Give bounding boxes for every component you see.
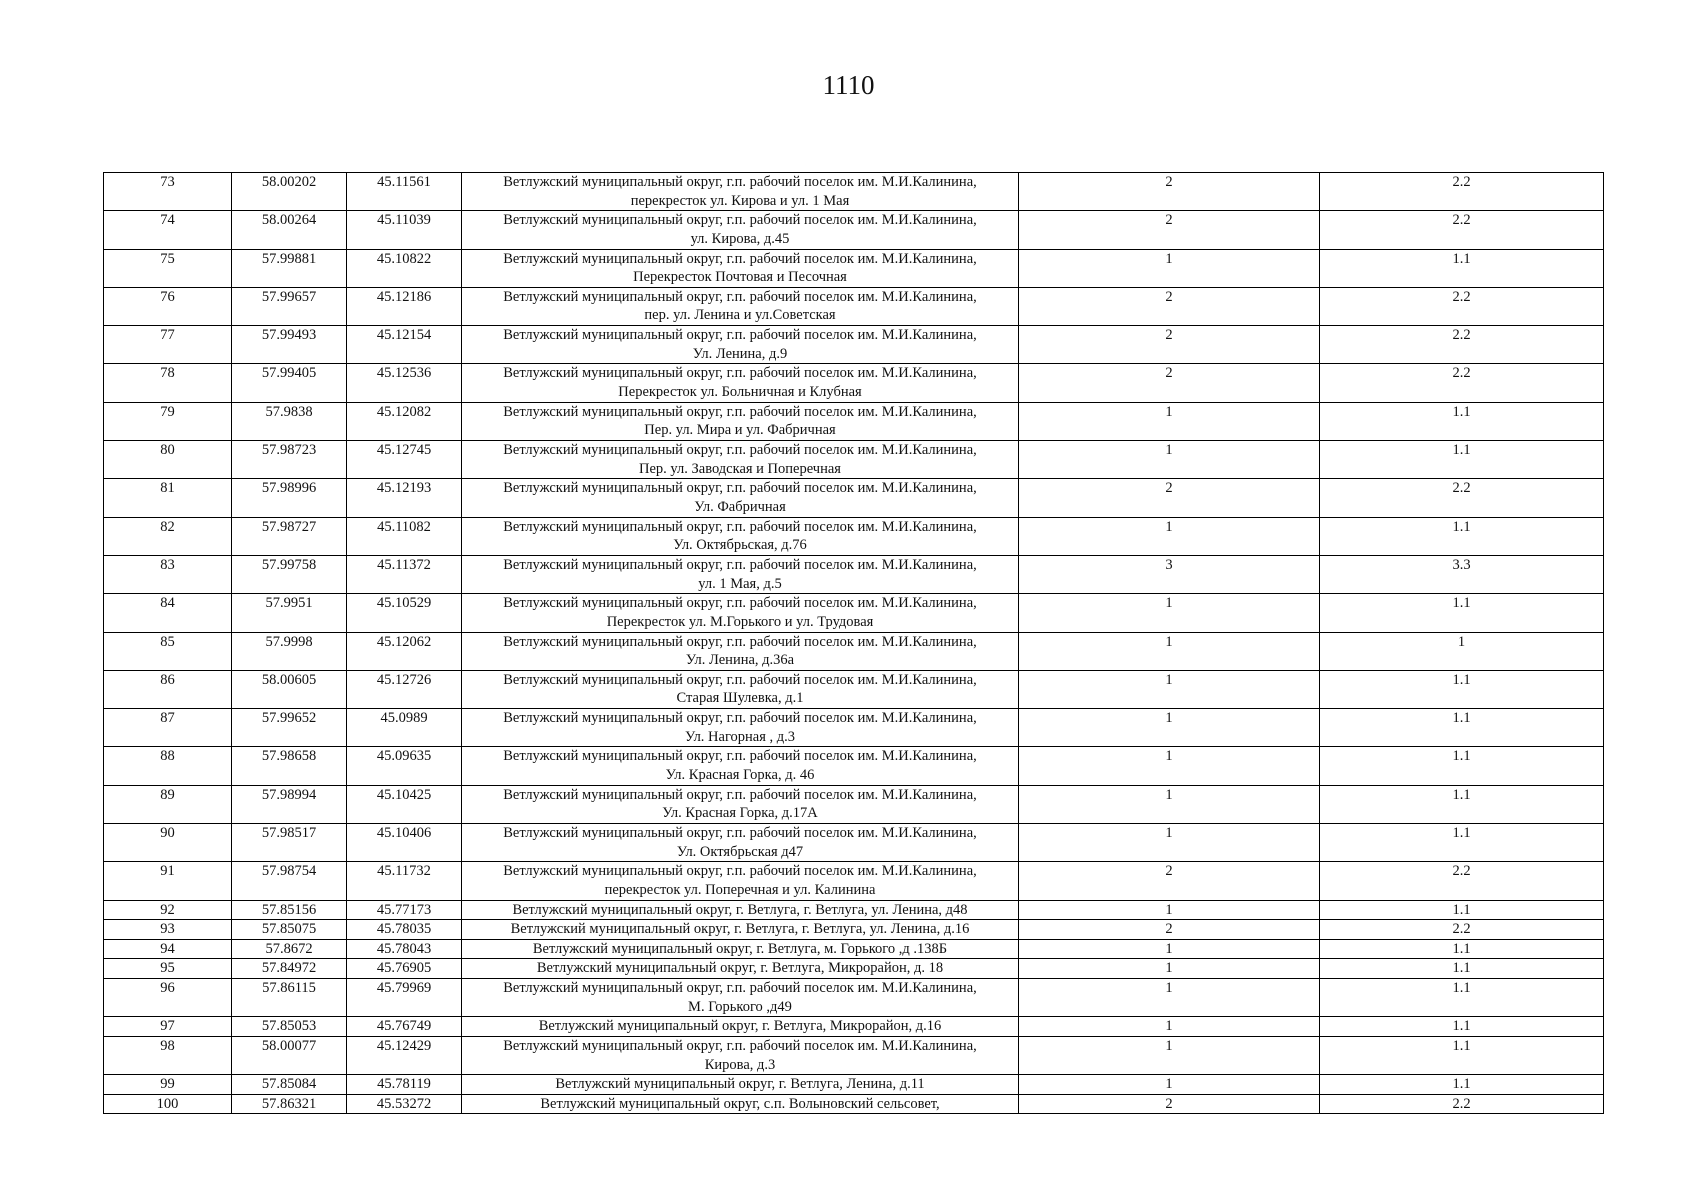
latitude-cell: 57.86321 <box>232 1094 347 1114</box>
address-line: Ветлужский муниципальный округ, г.п. рабочий поселок им. М.И.Калинина, <box>503 250 977 267</box>
volume-cell: 1.1 <box>1320 709 1604 747</box>
address-line: Пер. ул. Заводская и Поперечная <box>639 460 841 477</box>
row-number-cell: 82 <box>104 517 232 555</box>
row-number-cell: 79 <box>104 402 232 440</box>
latitude-cell: 57.85156 <box>232 900 347 920</box>
longitude-cell: 45.09635 <box>347 747 462 785</box>
table-row <box>104 402 1604 440</box>
volume-cell: 1.1 <box>1320 959 1604 979</box>
table-row <box>104 441 1604 479</box>
address-line: Ветлужский муниципальный округ, г.п. рабочий поселок им. М.И.Калинина, <box>503 365 977 382</box>
table-row <box>104 1017 1604 1037</box>
latitude-cell: 58.00264 <box>232 211 347 249</box>
volume-cell: 2.2 <box>1320 1094 1604 1114</box>
address-line: Ветлужский муниципальный округ, г. Ветлуга, Микрорайон, д.16 <box>538 1018 942 1035</box>
row-number-cell: 80 <box>104 441 232 479</box>
table-row <box>104 709 1604 747</box>
row-number-cell: 75 <box>104 249 232 287</box>
volume-cell: 2.2 <box>1320 920 1604 940</box>
row-number-cell: 93 <box>104 920 232 940</box>
address-line: Ул. Фабричная <box>694 498 786 515</box>
longitude-cell: 45.10425 <box>347 785 462 823</box>
address-cell <box>462 1017 1019 1037</box>
volume-cell: 2.2 <box>1320 211 1604 249</box>
row-number-cell: 97 <box>104 1017 232 1037</box>
longitude-cell: 45.53272 <box>347 1094 462 1114</box>
container-count-cell: 1 <box>1019 441 1320 479</box>
address-line: Ул. Красная Горка, д. 46 <box>665 767 815 784</box>
address-line: Ветлужский муниципальный округ, г.п. рабочий поселок им. М.И.Калинина, <box>503 633 977 650</box>
longitude-cell: 45.78043 <box>347 939 462 959</box>
address-line: Ул. Нагорная , д.3 <box>684 728 796 745</box>
address-line: Ветлужский муниципальный округ, с.п. Волыновский сельсовет, <box>540 1095 940 1112</box>
table-row <box>104 287 1604 325</box>
table-row <box>104 479 1604 517</box>
address-cell <box>462 287 1019 325</box>
container-count-cell: 1 <box>1019 670 1320 708</box>
address-cell <box>462 1075 1019 1095</box>
volume-cell: 2.2 <box>1320 287 1604 325</box>
longitude-cell: 45.12536 <box>347 364 462 402</box>
longitude-cell: 45.10529 <box>347 594 462 632</box>
row-number-cell: 85 <box>104 632 232 670</box>
address-cell <box>462 517 1019 555</box>
row-number-cell: 89 <box>104 785 232 823</box>
address-cell <box>462 402 1019 440</box>
volume-cell: 2.2 <box>1320 326 1604 364</box>
address-line: Ветлужский муниципальный округ, г. Ветлуга, г. Ветлуга, ул. Ленина, д48 <box>512 901 968 918</box>
address-line: Ветлужский муниципальный округ, г.п. рабочий поселок им. М.И.Калинина, <box>503 518 977 535</box>
volume-cell: 2.2 <box>1320 862 1604 900</box>
address-cell <box>462 709 1019 747</box>
address-line: Ветлужский муниципальный округ, г.п. рабочий поселок им. М.И.Калинина, <box>503 288 977 305</box>
container-count-cell: 1 <box>1019 979 1320 1017</box>
latitude-cell: 57.98754 <box>232 862 347 900</box>
table-row <box>104 1036 1604 1074</box>
volume-cell: 1.1 <box>1320 402 1604 440</box>
longitude-cell: 45.11039 <box>347 211 462 249</box>
address-line: Ветлужский муниципальный округ, г.п. рабочий поселок им. М.И.Калинина, <box>503 710 977 727</box>
address-line: Перекресток ул. М.Горького и ул. Трудовая <box>606 613 874 630</box>
address-line: Ветлужский муниципальный округ, г.п. рабочий поселок им. М.И.Калинина, <box>503 595 977 612</box>
longitude-cell: 45.12062 <box>347 632 462 670</box>
address-cell <box>462 959 1019 979</box>
latitude-cell: 57.84972 <box>232 959 347 979</box>
address-cell <box>462 479 1019 517</box>
table-row <box>104 862 1604 900</box>
table-row <box>104 824 1604 862</box>
address-line: Ветлужский муниципальный округ, г. Ветлуга, Микрорайон, д. 18 <box>536 960 944 977</box>
volume-cell: 1.1 <box>1320 249 1604 287</box>
container-count-cell: 1 <box>1019 1036 1320 1074</box>
address-cell <box>462 364 1019 402</box>
address-line: Ветлужский муниципальный округ, г.п. рабочий поселок им. М.И.Калинина, <box>503 212 977 229</box>
container-count-cell: 1 <box>1019 709 1320 747</box>
address-line: Ветлужский муниципальный округ, г.п. рабочий поселок им. М.И.Калинина, <box>503 556 977 573</box>
address-line: Ул. Ленина, д.9 <box>692 345 788 362</box>
container-count-cell: 1 <box>1019 824 1320 862</box>
table-row <box>104 211 1604 249</box>
latitude-cell: 57.85075 <box>232 920 347 940</box>
latitude-cell: 57.99657 <box>232 287 347 325</box>
address-cell <box>462 862 1019 900</box>
address-line: Пер. ул. Мира и ул. Фабричная <box>644 422 836 439</box>
volume-cell: 1.1 <box>1320 1036 1604 1074</box>
row-number-cell: 73 <box>104 173 232 211</box>
container-count-cell: 1 <box>1019 632 1320 670</box>
address-cell <box>462 1094 1019 1114</box>
row-number-cell: 84 <box>104 594 232 632</box>
table-row <box>104 670 1604 708</box>
container-count-cell: 1 <box>1019 1017 1320 1037</box>
table-row <box>104 1094 1604 1114</box>
address-line: Ул. Ленина, д.36а <box>685 652 795 669</box>
volume-cell: 1.1 <box>1320 670 1604 708</box>
address-line: М. Горького ,д49 <box>688 998 792 1015</box>
container-count-cell: 1 <box>1019 594 1320 632</box>
latitude-cell: 57.98727 <box>232 517 347 555</box>
row-number-cell: 77 <box>104 326 232 364</box>
address-line: ул. Кирова, д.45 <box>690 230 790 247</box>
table-row <box>104 555 1604 593</box>
latitude-cell: 58.00605 <box>232 670 347 708</box>
table-row <box>104 785 1604 823</box>
table-row <box>104 517 1604 555</box>
row-number-cell: 83 <box>104 555 232 593</box>
longitude-cell: 45.12154 <box>347 326 462 364</box>
container-count-cell: 2 <box>1019 364 1320 402</box>
volume-cell: 1.1 <box>1320 824 1604 862</box>
address-line: Ветлужский муниципальный округ, г.п. рабочий поселок им. М.И.Калинина, <box>503 403 977 420</box>
address-cell <box>462 979 1019 1017</box>
row-number-cell: 99 <box>104 1075 232 1095</box>
longitude-cell: 45.76749 <box>347 1017 462 1037</box>
latitude-cell: 57.99881 <box>232 249 347 287</box>
container-count-cell: 1 <box>1019 402 1320 440</box>
latitude-cell: 57.99652 <box>232 709 347 747</box>
longitude-cell: 45.78035 <box>347 920 462 940</box>
address-line: ул. 1 Мая, д.5 <box>698 575 782 592</box>
latitude-cell: 57.99405 <box>232 364 347 402</box>
address-line: Ветлужский муниципальный округ, г.п. рабочий поселок им. М.И.Калинина, <box>503 327 977 344</box>
table-row <box>104 920 1604 940</box>
address-line: Ветлужский муниципальный округ, г.п. рабочий поселок им. М.И.Калинина, <box>503 1037 977 1054</box>
latitude-cell: 57.9998 <box>232 632 347 670</box>
data-table <box>103 172 1604 1114</box>
latitude-cell: 57.9951 <box>232 594 347 632</box>
container-count-cell: 1 <box>1019 517 1320 555</box>
address-line: Кирова, д.3 <box>704 1056 776 1073</box>
longitude-cell: 45.76905 <box>347 959 462 979</box>
volume-cell: 1.1 <box>1320 594 1604 632</box>
address-line: перекресток ул. Кирова и ул. 1 Мая <box>630 192 850 209</box>
latitude-cell: 57.85053 <box>232 1017 347 1037</box>
table-row <box>104 326 1604 364</box>
volume-cell: 1.1 <box>1320 939 1604 959</box>
volume-cell: 1.1 <box>1320 979 1604 1017</box>
latitude-cell: 57.9838 <box>232 402 347 440</box>
container-count-cell: 1 <box>1019 939 1320 959</box>
table-row <box>104 1075 1604 1095</box>
longitude-cell: 45.11372 <box>347 555 462 593</box>
container-count-cell: 2 <box>1019 479 1320 517</box>
address-cell <box>462 785 1019 823</box>
address-line: Ветлужский муниципальный округ, г.п. рабочий поселок им. М.И.Калинина, <box>503 671 977 688</box>
address-line: Ветлужский муниципальный округ, г. Ветлуга, м. Горького ,д .138Б <box>532 940 948 957</box>
table-row <box>104 594 1604 632</box>
address-cell <box>462 555 1019 593</box>
table-row <box>104 364 1604 402</box>
latitude-cell: 57.8672 <box>232 939 347 959</box>
container-count-cell: 2 <box>1019 287 1320 325</box>
address-cell <box>462 173 1019 211</box>
address-line: Ветлужский муниципальный округ, г.п. рабочий поселок им. М.И.Калинина, <box>503 174 977 190</box>
address-cell <box>462 900 1019 920</box>
container-count-cell: 2 <box>1019 920 1320 940</box>
volume-cell: 1.1 <box>1320 1075 1604 1095</box>
address-cell <box>462 1036 1019 1074</box>
longitude-cell: 45.10406 <box>347 824 462 862</box>
address-line: Ул. Красная Горка, д.17А <box>662 805 818 822</box>
row-number-cell: 76 <box>104 287 232 325</box>
table-body <box>104 173 1604 1114</box>
volume-cell: 1.1 <box>1320 747 1604 785</box>
container-count-cell: 2 <box>1019 211 1320 249</box>
latitude-cell: 57.98996 <box>232 479 347 517</box>
row-number-cell: 91 <box>104 862 232 900</box>
container-count-cell: 1 <box>1019 747 1320 785</box>
row-number-cell: 81 <box>104 479 232 517</box>
address-line: Ветлужский муниципальный округ, г.п. рабочий поселок им. М.И.Калинина, <box>503 863 977 880</box>
address-cell <box>462 632 1019 670</box>
longitude-cell: 45.11082 <box>347 517 462 555</box>
container-count-cell: 1 <box>1019 249 1320 287</box>
longitude-cell: 45.12726 <box>347 670 462 708</box>
table-row <box>104 632 1604 670</box>
table-row <box>104 249 1604 287</box>
longitude-cell: 45.12429 <box>347 1036 462 1074</box>
page-number: 1110 <box>822 70 875 100</box>
volume-cell: 3.3 <box>1320 555 1604 593</box>
longitude-cell: 45.77173 <box>347 900 462 920</box>
address-cell <box>462 211 1019 249</box>
longitude-cell: 45.12193 <box>347 479 462 517</box>
address-line: Ветлужский муниципальный округ, г.п. рабочий поселок им. М.И.Калинина, <box>503 442 977 459</box>
address-line: перекресток ул. Поперечная и ул. Калинина <box>604 881 876 898</box>
address-line: Ветлужский муниципальный округ, г.п. рабочий поселок им. М.И.Калинина, <box>503 748 977 765</box>
row-number-cell: 90 <box>104 824 232 862</box>
address-line: Перекресток Почтовая и Песочная <box>633 269 847 286</box>
address-line: Ветлужский муниципальный округ, г.п. рабочий поселок им. М.И.Калинина, <box>503 480 977 497</box>
table-row <box>104 979 1604 1017</box>
longitude-cell: 45.0989 <box>347 709 462 747</box>
volume-cell: 2.2 <box>1320 173 1604 211</box>
longitude-cell: 45.11561 <box>347 173 462 211</box>
volume-cell: 1.1 <box>1320 900 1604 920</box>
volume-cell: 1.1 <box>1320 517 1604 555</box>
longitude-cell: 45.79969 <box>347 979 462 1017</box>
container-count-cell: 1 <box>1019 1075 1320 1095</box>
latitude-cell: 58.00202 <box>232 173 347 211</box>
volume-cell: 1.1 <box>1320 785 1604 823</box>
container-count-cell: 2 <box>1019 173 1320 211</box>
container-count-cell: 1 <box>1019 900 1320 920</box>
latitude-cell: 57.99758 <box>232 555 347 593</box>
container-count-cell: 3 <box>1019 555 1320 593</box>
latitude-cell: 57.98723 <box>232 441 347 479</box>
address-cell <box>462 249 1019 287</box>
volume-cell: 2.2 <box>1320 479 1604 517</box>
row-number-cell: 87 <box>104 709 232 747</box>
latitude-cell: 58.00077 <box>232 1036 347 1074</box>
row-number-cell: 94 <box>104 939 232 959</box>
longitude-cell: 45.12186 <box>347 287 462 325</box>
address-line: Старая Шулевка, д.1 <box>676 690 804 707</box>
longitude-cell: 45.12745 <box>347 441 462 479</box>
latitude-cell: 57.98517 <box>232 824 347 862</box>
address-line: пер. ул. Ленина и ул.Советская <box>644 307 836 324</box>
address-cell <box>462 670 1019 708</box>
address-cell <box>462 920 1019 940</box>
longitude-cell: 45.11732 <box>347 862 462 900</box>
table-row <box>104 900 1604 920</box>
volume-cell: 1.1 <box>1320 1017 1604 1037</box>
volume-cell: 2.2 <box>1320 364 1604 402</box>
address-line: Ветлужский муниципальный округ, г.п. рабочий поселок им. М.И.Калинина, <box>503 786 977 803</box>
address-cell <box>462 441 1019 479</box>
address-cell <box>462 326 1019 364</box>
row-number-cell: 86 <box>104 670 232 708</box>
table-row <box>104 747 1604 785</box>
longitude-cell: 45.12082 <box>347 402 462 440</box>
latitude-cell: 57.86115 <box>232 979 347 1017</box>
longitude-cell: 45.78119 <box>347 1075 462 1095</box>
row-number-cell: 96 <box>104 979 232 1017</box>
row-number-cell: 92 <box>104 900 232 920</box>
latitude-cell: 57.99493 <box>232 326 347 364</box>
latitude-cell: 57.85084 <box>232 1075 347 1095</box>
table-row <box>104 959 1604 979</box>
volume-cell: 1 <box>1320 632 1604 670</box>
container-count-cell: 2 <box>1019 326 1320 364</box>
row-number-cell: 88 <box>104 747 232 785</box>
volume-cell: 1.1 <box>1320 441 1604 479</box>
address-cell <box>462 594 1019 632</box>
container-count-cell: 2 <box>1019 1094 1320 1114</box>
address-line: Ветлужский муниципальный округ, г.п. рабочий поселок им. М.И.Калинина, <box>503 980 977 997</box>
container-count-cell: 2 <box>1019 862 1320 900</box>
address-cell <box>462 824 1019 862</box>
address-cell <box>462 747 1019 785</box>
address-line: Ветлужский муниципальный округ, г.п. рабочий поселок им. М.И.Калинина, <box>503 825 977 842</box>
table-row <box>104 173 1604 211</box>
table-row <box>104 939 1604 959</box>
row-number-cell: 98 <box>104 1036 232 1074</box>
longitude-cell: 45.10822 <box>347 249 462 287</box>
container-count-cell: 1 <box>1019 959 1320 979</box>
latitude-cell: 57.98658 <box>232 747 347 785</box>
address-line: Ул. Октябрьская, д.76 <box>673 537 807 554</box>
address-line: Ветлужский муниципальный округ, г. Ветлуга, г. Ветлуга, ул. Ленина, д.16 <box>510 921 970 938</box>
row-number-cell: 95 <box>104 959 232 979</box>
container-count-cell: 1 <box>1019 785 1320 823</box>
address-cell <box>462 939 1019 959</box>
latitude-cell: 57.98994 <box>232 785 347 823</box>
row-number-cell: 100 <box>104 1094 232 1114</box>
address-line: Ветлужский муниципальный округ, г. Ветлуга, Ленина, д.11 <box>555 1076 925 1093</box>
row-number-cell: 78 <box>104 364 232 402</box>
address-line: Перекресток ул. Больничная и Клубная <box>618 384 862 401</box>
row-number-cell: 74 <box>104 211 232 249</box>
address-line: Ул. Октябрьская д47 <box>676 843 804 860</box>
